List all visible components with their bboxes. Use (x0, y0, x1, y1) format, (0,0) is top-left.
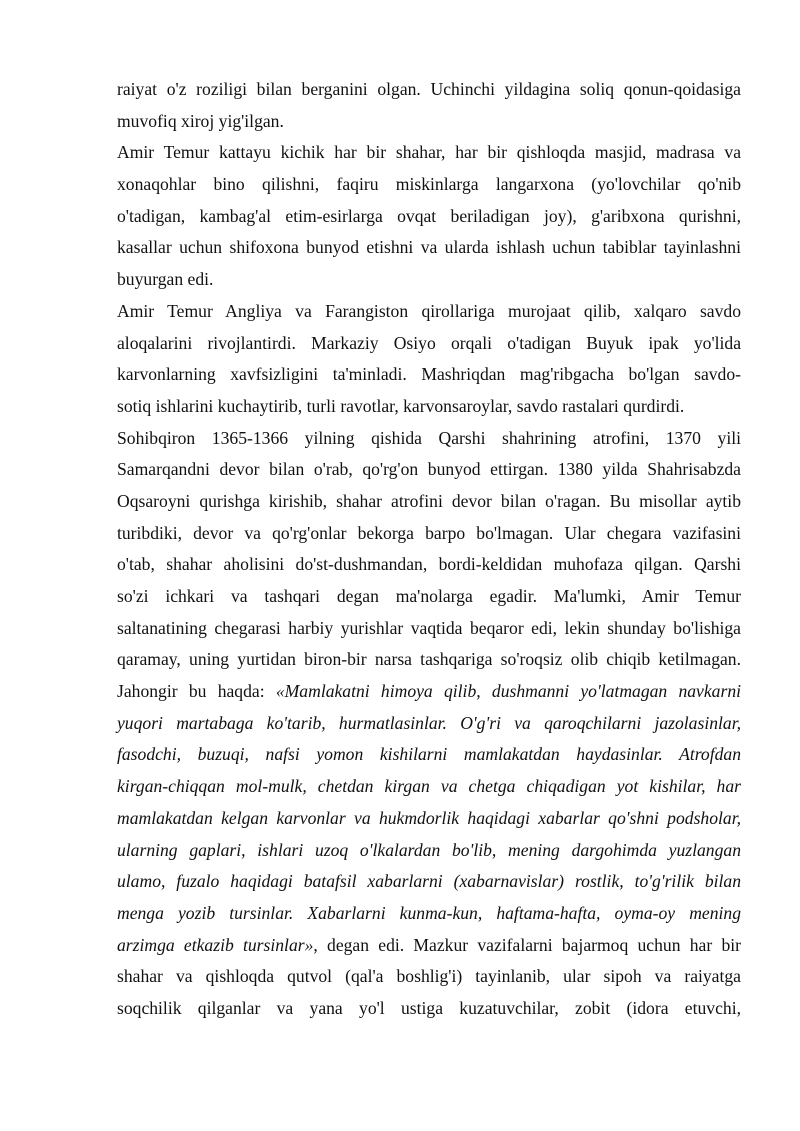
text-line (117, 264, 741, 296)
quote-text: arzimga etkazib tursinlar» (117, 934, 314, 955)
body-text: so'zi ichkari va tashqari degan ma'nolarga egadir. Ma'lumki, Amir Temur (117, 586, 741, 606)
body-text: qaramay, uning yurtidan biron-bir narsa tashqariga so'roqsiz olib chiqib ketilmagan. (117, 649, 741, 670)
text-line (117, 993, 741, 1025)
body-text: soqchilik qilganlar va yana yo'l ustiga kuzatuvchilar, zobit (idora etuvchi, (117, 997, 741, 1018)
body-text: saltanatining chegarasi harbiy yurishlar vaqtida beqaror edi, lekin shunday bo'lishiga (117, 617, 741, 638)
body-text: Amir Temur Angliya va Farangiston qirollariga murojaat qilib, xalqaro savdo (117, 300, 741, 321)
body-text: xonaqohlar bino qilishni, faqiru miskinlarga langarxona (yo'lovchilar qo'nib (117, 174, 741, 195)
text-line (117, 644, 741, 676)
body-text: karvonlarning xavfsizligini ta'minladi. Mashriqdan mag'ribgacha bo'lgan savdo- (117, 364, 741, 385)
text-line (117, 803, 741, 835)
body-text: o'tadigan, kambag'al etim-esirlarga ovqat beriladigan joy), g'aribxona qurishni, (117, 205, 741, 226)
body-text: muvofiq xiroj yig'ilgan. (117, 110, 284, 131)
body-text: sotiq ishlarini kuchaytirib, turli ravotlar, karvonsaroylar, savdo rastalari qurdirdi. (117, 395, 685, 416)
text-line (117, 486, 741, 518)
body-text: raiyat o'z roziligi bilan berganini olgan. Uchinchi yildagina soliq qonun-qoidasiga (117, 79, 741, 99)
text-line (117, 106, 741, 138)
text-line (117, 739, 741, 771)
text-line (117, 866, 741, 898)
text-line (117, 676, 741, 708)
quote-text: yuqori martabaga ko'tarib, hurmatlasinlar. O'g'ri va qaroqchilarni jazolasinlar, (117, 712, 741, 733)
text-line (117, 771, 741, 803)
text-line (117, 518, 741, 550)
text-line (117, 232, 741, 264)
quote-text: menga yozib tursinlar. Xabarlarni kunma-kun, haftama-hafta, oyma-oy mening (117, 902, 741, 923)
body-text: Samarqandni devor bilan o'rab, qo'rg'on bunyod ettirgan. 1380 yilda Shahrisabzda (117, 459, 741, 480)
text-line (117, 454, 741, 486)
body-text: kasallar uchun shifoxona bunyod etishni va ularda ishlash uchun tabiblar tayinlashni (117, 237, 741, 258)
body-text: , degan edi. Mazkur vazifalarni bajarmoq uchun har bir (313, 934, 741, 955)
text-line (117, 328, 741, 360)
body-text: shahar va qishloqda qutvol (qal'a boshlig'i) tayinlanib, ular sipoh va raiyatga (117, 966, 741, 987)
body-text: o'tab, shahar aholisini do'st-dushmandan, bordi-keldidan muhofaza qilgan. Qarshi (117, 554, 741, 575)
text-line (117, 391, 741, 423)
quote-text: fasodchi, buzuqi, nafsi yomon kishilarni mamlakatdan haydasinlar. Atrofdan (117, 744, 741, 765)
text-line (117, 708, 741, 740)
text-line (117, 296, 741, 328)
text-line (117, 549, 741, 581)
text-line (117, 74, 741, 106)
text-line (117, 137, 741, 169)
quote-text: ulamo, fuzalo haqidagi batafsil xabarlarni (xabarnavislar) rostlik, to'g'rilik bilan (117, 871, 741, 892)
quote-text: mamlakatdan kelgan karvonlar va hukmdorlik haqidagi xabarlar qo'shni podsholar, (117, 807, 741, 828)
document-page (117, 74, 741, 1025)
body-text: aloqalarini rivojlantirdi. Markaziy Osiyo orqali o'tadigan Buyuk ipak yo'lida (117, 332, 741, 353)
body-text: Oqsaroyni qurishga kirishib, shahar atrofini devor bilan o'ragan. Bu misollar aytib (117, 490, 741, 511)
body-text: Amir Temur kattayu kichik har bir shahar, har bir qishloqda masjid, madrasa va (117, 142, 741, 163)
text-line (117, 930, 741, 962)
text-line (117, 961, 741, 993)
text-line (117, 581, 741, 613)
text-line (117, 835, 741, 867)
quote-text: kirgan-chiqqan mol-mulk, chetdan kirgan va chetga chiqadigan yot kishilar, har (117, 776, 741, 797)
quote-text: «Mamlakatni himoya qilib, dushmanni yo'latmagan navkarni (275, 681, 742, 702)
text-line (117, 613, 741, 645)
body-text: buyurgan edi. (117, 269, 214, 290)
body-text: turibdiki, devor va qo'rg'onlar bekorga barpo bo'lmagan. Ular chegara vazifasini (117, 522, 741, 543)
text-line (117, 423, 741, 455)
text-line (117, 359, 741, 391)
body-text: Jahongir bu haqda: (117, 681, 276, 702)
quote-text: ularning gaplari, ishlari uzoq o'lkalardan bo'lib, mening dargohimda yuzlangan (117, 839, 741, 860)
text-line (117, 201, 741, 233)
text-line (117, 898, 741, 930)
body-text: Sohibqiron 1365-1366 yilning qishida Qarshi shahrining atrofini, 1370 yili (117, 427, 741, 448)
text-line (117, 169, 741, 201)
